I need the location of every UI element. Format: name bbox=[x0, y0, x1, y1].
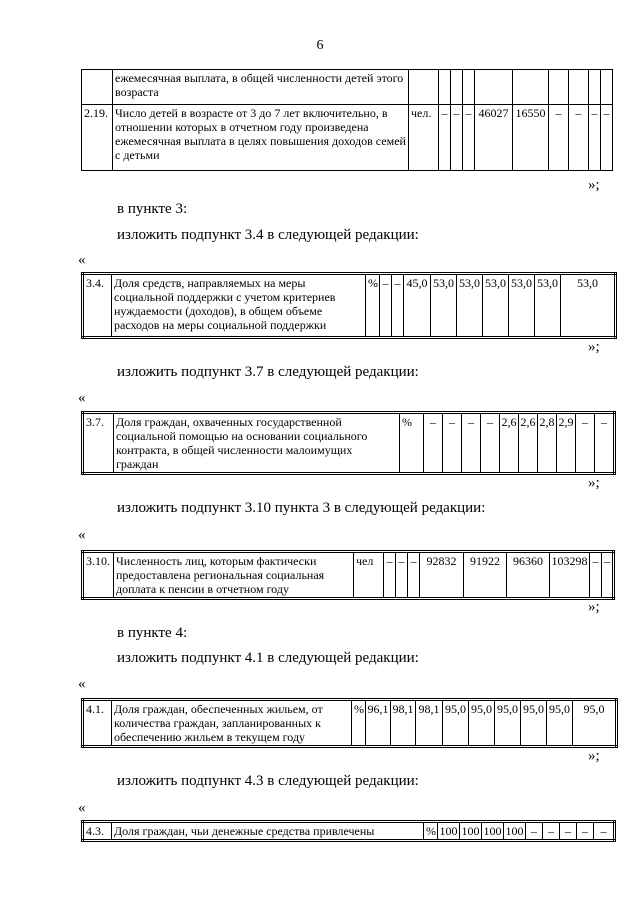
opening-quote: « bbox=[78, 800, 86, 816]
table-row bbox=[83, 700, 617, 747]
row-number: 2.19. bbox=[82, 105, 113, 171]
paragraph: изложить подпункт 3.4 в следующей редакции: bbox=[117, 227, 419, 243]
value-cell: – bbox=[526, 822, 543, 841]
paragraph: изложить подпункт 3.7 в следующей редакции: bbox=[117, 364, 419, 380]
value-cell: 100 bbox=[482, 822, 504, 841]
value-cell: – bbox=[560, 822, 577, 841]
closing-quote: »; bbox=[588, 475, 600, 491]
table-row bbox=[82, 105, 613, 171]
value-cell: – bbox=[576, 413, 595, 474]
value-cell: – bbox=[392, 274, 404, 338]
table-2-19 bbox=[81, 69, 613, 171]
table-3-10 bbox=[81, 550, 615, 600]
table-4-1 bbox=[81, 698, 618, 748]
value-cell: 53,0 bbox=[561, 274, 616, 338]
closing-quote: »; bbox=[588, 339, 600, 355]
unit: чел. bbox=[409, 105, 439, 171]
value-cell: – bbox=[380, 274, 392, 338]
value-cell: – bbox=[543, 822, 560, 841]
table-row bbox=[83, 413, 615, 474]
table-3-7 bbox=[81, 411, 616, 475]
value-cell: – bbox=[384, 552, 396, 599]
value-cell: – bbox=[589, 105, 601, 171]
paragraph: изложить подпункт 4.3 в следующей редакции: bbox=[117, 773, 419, 789]
indicator-text: Численность лиц, которым фактически предоставлена региональная социальная доплата к пенсии в отчетном году bbox=[114, 552, 354, 599]
value-cell: 98,1 bbox=[391, 700, 416, 747]
value-cell: 96,1 bbox=[366, 700, 391, 747]
paragraph: изложить подпункт 3.10 пункта 3 в следующей редакции: bbox=[117, 500, 486, 516]
opening-quote: « bbox=[78, 390, 86, 406]
value-cell: 96360 bbox=[507, 552, 550, 599]
value-cell: 2,6 bbox=[519, 413, 538, 474]
value-cell: – bbox=[424, 413, 443, 474]
value-cell: 100 bbox=[460, 822, 482, 841]
opening-quote: « bbox=[78, 252, 86, 268]
paragraph: изложить подпункт 4.1 в следующей редакции: bbox=[117, 650, 419, 666]
unit: % bbox=[366, 274, 380, 338]
value-cell: – bbox=[408, 552, 420, 599]
value-cell: 53,0 bbox=[457, 274, 483, 338]
value-cell: 95,0 bbox=[469, 700, 495, 747]
opening-quote: « bbox=[78, 676, 86, 692]
value-cell: – bbox=[577, 822, 594, 841]
table-row bbox=[82, 70, 613, 105]
page-number: 6 bbox=[316, 38, 324, 53]
value-cell: 95,0 bbox=[443, 700, 469, 747]
value-cell: 95,0 bbox=[521, 700, 547, 747]
opening-quote: « bbox=[78, 527, 86, 543]
value-cell: 103298 bbox=[550, 552, 590, 599]
value-cell: 53,0 bbox=[483, 274, 509, 338]
indicator-text: Доля граждан, охваченных государственной социальной помощью на основании социального контракта, в общей численности малоимущих граждан bbox=[114, 413, 400, 474]
paragraph: в пункте 4: bbox=[117, 625, 188, 641]
indicator-text: Доля граждан, чьи денежные средства привлечены bbox=[112, 822, 424, 841]
row-number: 4.3. bbox=[83, 822, 112, 841]
indicator-text: Доля средств, направляемых на меры социальной поддержки с учетом критериев нуждаемости (доходов), в общем объеме расходов на меры социальной поддержки bbox=[112, 274, 366, 338]
value-cell: – bbox=[590, 552, 602, 599]
value-cell: – bbox=[594, 822, 615, 841]
value-cell: 91922 bbox=[464, 552, 507, 599]
value-cell: 53,0 bbox=[535, 274, 561, 338]
value-cell: – bbox=[602, 552, 614, 599]
value-cell: 100 bbox=[504, 822, 526, 841]
value-cell: – bbox=[396, 552, 408, 599]
closing-quote: »; bbox=[588, 177, 600, 193]
value-cell: – bbox=[451, 105, 463, 171]
row-number: 3.7. bbox=[83, 413, 114, 474]
value-cell: 92832 bbox=[420, 552, 464, 599]
value-cell: 95,0 bbox=[547, 700, 573, 747]
value-cell: – bbox=[439, 105, 451, 171]
unit: % bbox=[352, 700, 366, 747]
value-cell: – bbox=[481, 413, 500, 474]
indicator-text: Доля граждан, обеспеченных жильем, от количества граждан, запланированных к обеспечению жильем в текущем году bbox=[112, 700, 352, 747]
value-cell: 45,0 bbox=[404, 274, 431, 338]
value-cell: – bbox=[443, 413, 462, 474]
row-number-cell bbox=[82, 70, 113, 105]
table-row bbox=[83, 274, 616, 338]
value-cell: 2,9 bbox=[557, 413, 576, 474]
value-cell: 100 bbox=[438, 822, 460, 841]
closing-quote: »; bbox=[588, 599, 600, 615]
value-cell: 2,6 bbox=[500, 413, 519, 474]
unit: % bbox=[400, 413, 424, 474]
table-row bbox=[83, 552, 614, 599]
value-cell: 95,0 bbox=[573, 700, 617, 747]
value-cell: 46027 bbox=[475, 105, 513, 171]
row-number: 3.4. bbox=[83, 274, 112, 338]
value-cell: – bbox=[569, 105, 589, 171]
value-cell: – bbox=[462, 413, 481, 474]
value-cell: 53,0 bbox=[509, 274, 535, 338]
table-3-4 bbox=[81, 272, 617, 339]
indicator-text: ежемесячная выплата, в общей численности детей этого возраста bbox=[113, 70, 409, 105]
value-cell: – bbox=[601, 105, 613, 171]
value-cell: 16550 bbox=[513, 105, 549, 171]
value-cell: – bbox=[463, 105, 475, 171]
value-cell: 53,0 bbox=[431, 274, 457, 338]
indicator-text: Число детей в возрасте от 3 до 7 лет включительно, в отношении которых в отчетном году произведена ежемесячная выплата в целях повышения доходов семей с детьми bbox=[113, 105, 409, 171]
unit: % bbox=[424, 822, 438, 841]
row-number: 4.1. bbox=[83, 700, 112, 747]
table-4-3 bbox=[81, 820, 616, 842]
closing-quote: »; bbox=[588, 748, 600, 764]
value-cell: – bbox=[595, 413, 615, 474]
value-cell: 98,1 bbox=[416, 700, 443, 747]
value-cell: 2,8 bbox=[538, 413, 557, 474]
unit: чел bbox=[354, 552, 384, 599]
paragraph: в пункте 3: bbox=[117, 201, 188, 217]
table-row bbox=[83, 822, 615, 841]
row-number: 3.10. bbox=[83, 552, 114, 599]
value-cell: – bbox=[549, 105, 569, 171]
value-cell: 95,0 bbox=[495, 700, 521, 747]
